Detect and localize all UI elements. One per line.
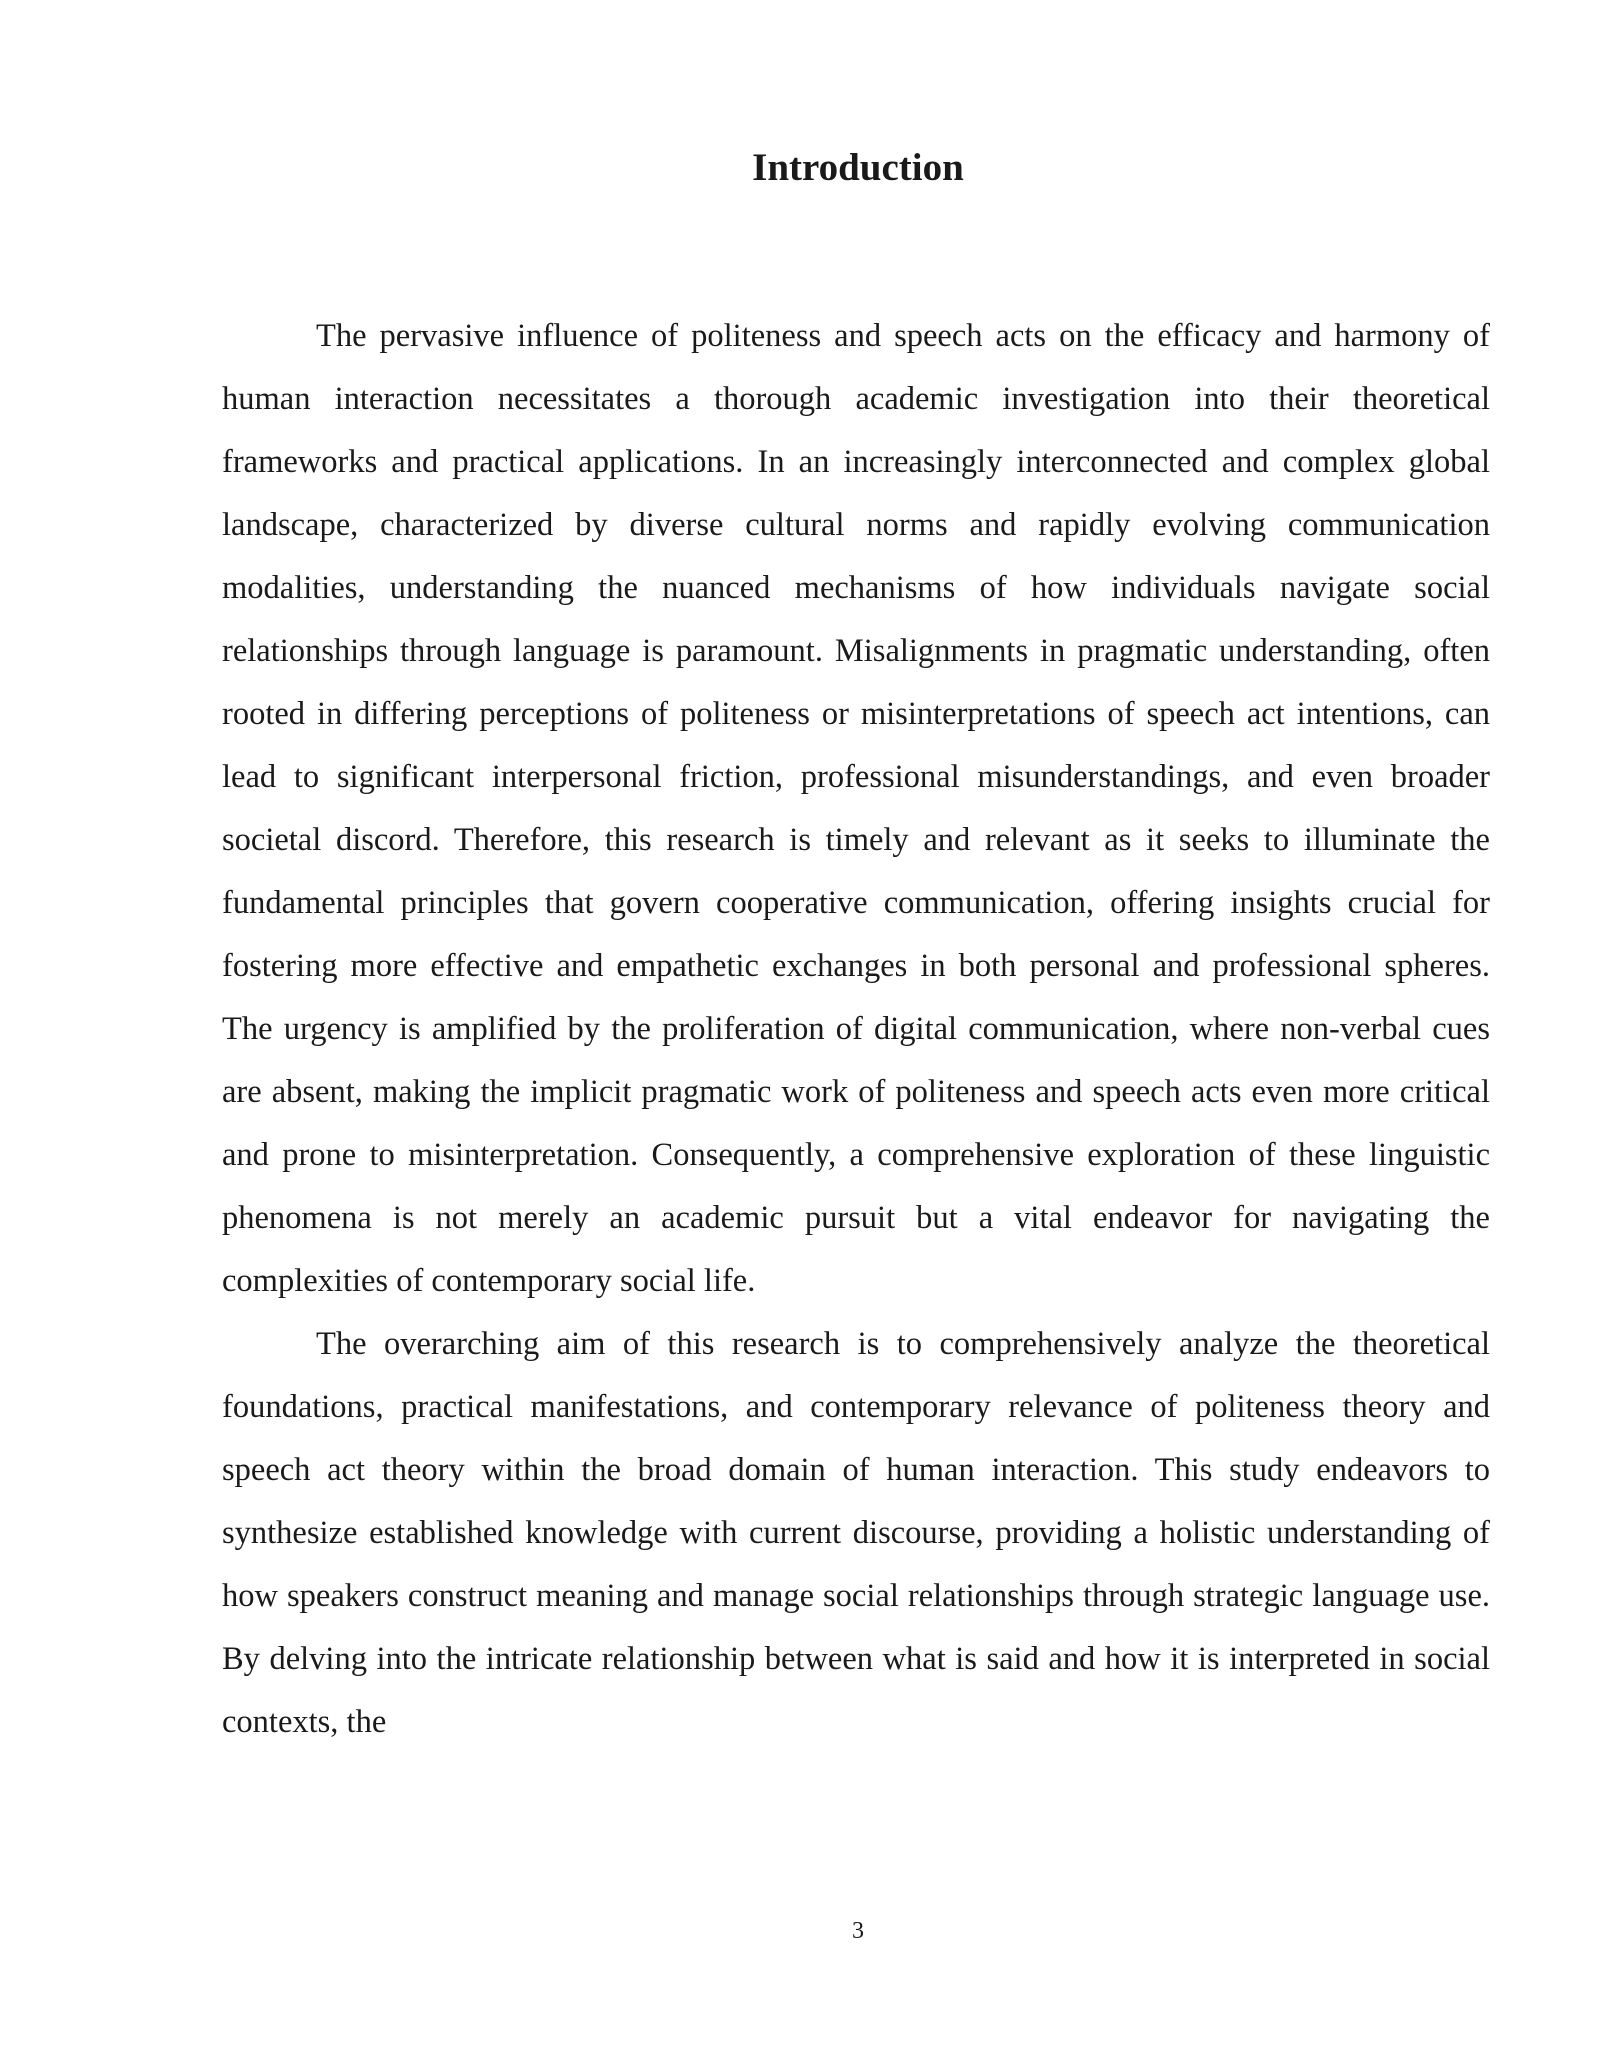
page-title: Introduction bbox=[752, 146, 964, 189]
paragraph-2: The overarching aim of this research is to comprehensively analyze the theoretical foundations, practical manifestations, and contemporary relevance of politeness theory and speech act theory within the broad domain of human interaction. This study endeavors to synthesize established knowledge with current discourse, providing a holistic understanding of how speakers construct meaning and manage social relationships through strategic language use. By delving into the intricate relationship between what is said and how it is interpreted in social contexts, the bbox=[222, 1326, 1490, 1740]
paragraph-1: The pervasive influence of politeness and speech acts on the efficacy and harmony of human interaction necessitates a thorough academic investigation into their theoretical frameworks and practical applications. In an increasingly interconnected and complex global landscape, characterized by diverse cultural norms and rapidly evolving communication modalities, understanding the nuanced mechanisms of how individuals navigate social relationships through language is paramount. Misalignments in pragmatic understanding, often rooted in differing perceptions of politeness or misinterpretations of speech act intentions, can lead to significant interpersonal friction, professional misunderstandings, and even broader societal discord. Therefore, this research is timely and relevant as it seeks to illuminate the fundamental principles that govern cooperative communication, offering insights crucial for fostering more effective and empathetic exchanges in both personal and professional spheres. The urgency is amplified by the proliferation of digital communication, where non-verbal cues are absent, making the implicit pragmatic work of politeness and speech acts even more critical and prone to misinterpretation. Consequently, a comprehensive exploration of these linguistic phenomena is not merely an academic pursuit but a vital endeavor for navigating the complexities of contemporary social life. bbox=[222, 318, 1490, 1299]
page-number: 3 bbox=[852, 1918, 864, 1944]
body-text bbox=[222, 305, 1490, 1754]
